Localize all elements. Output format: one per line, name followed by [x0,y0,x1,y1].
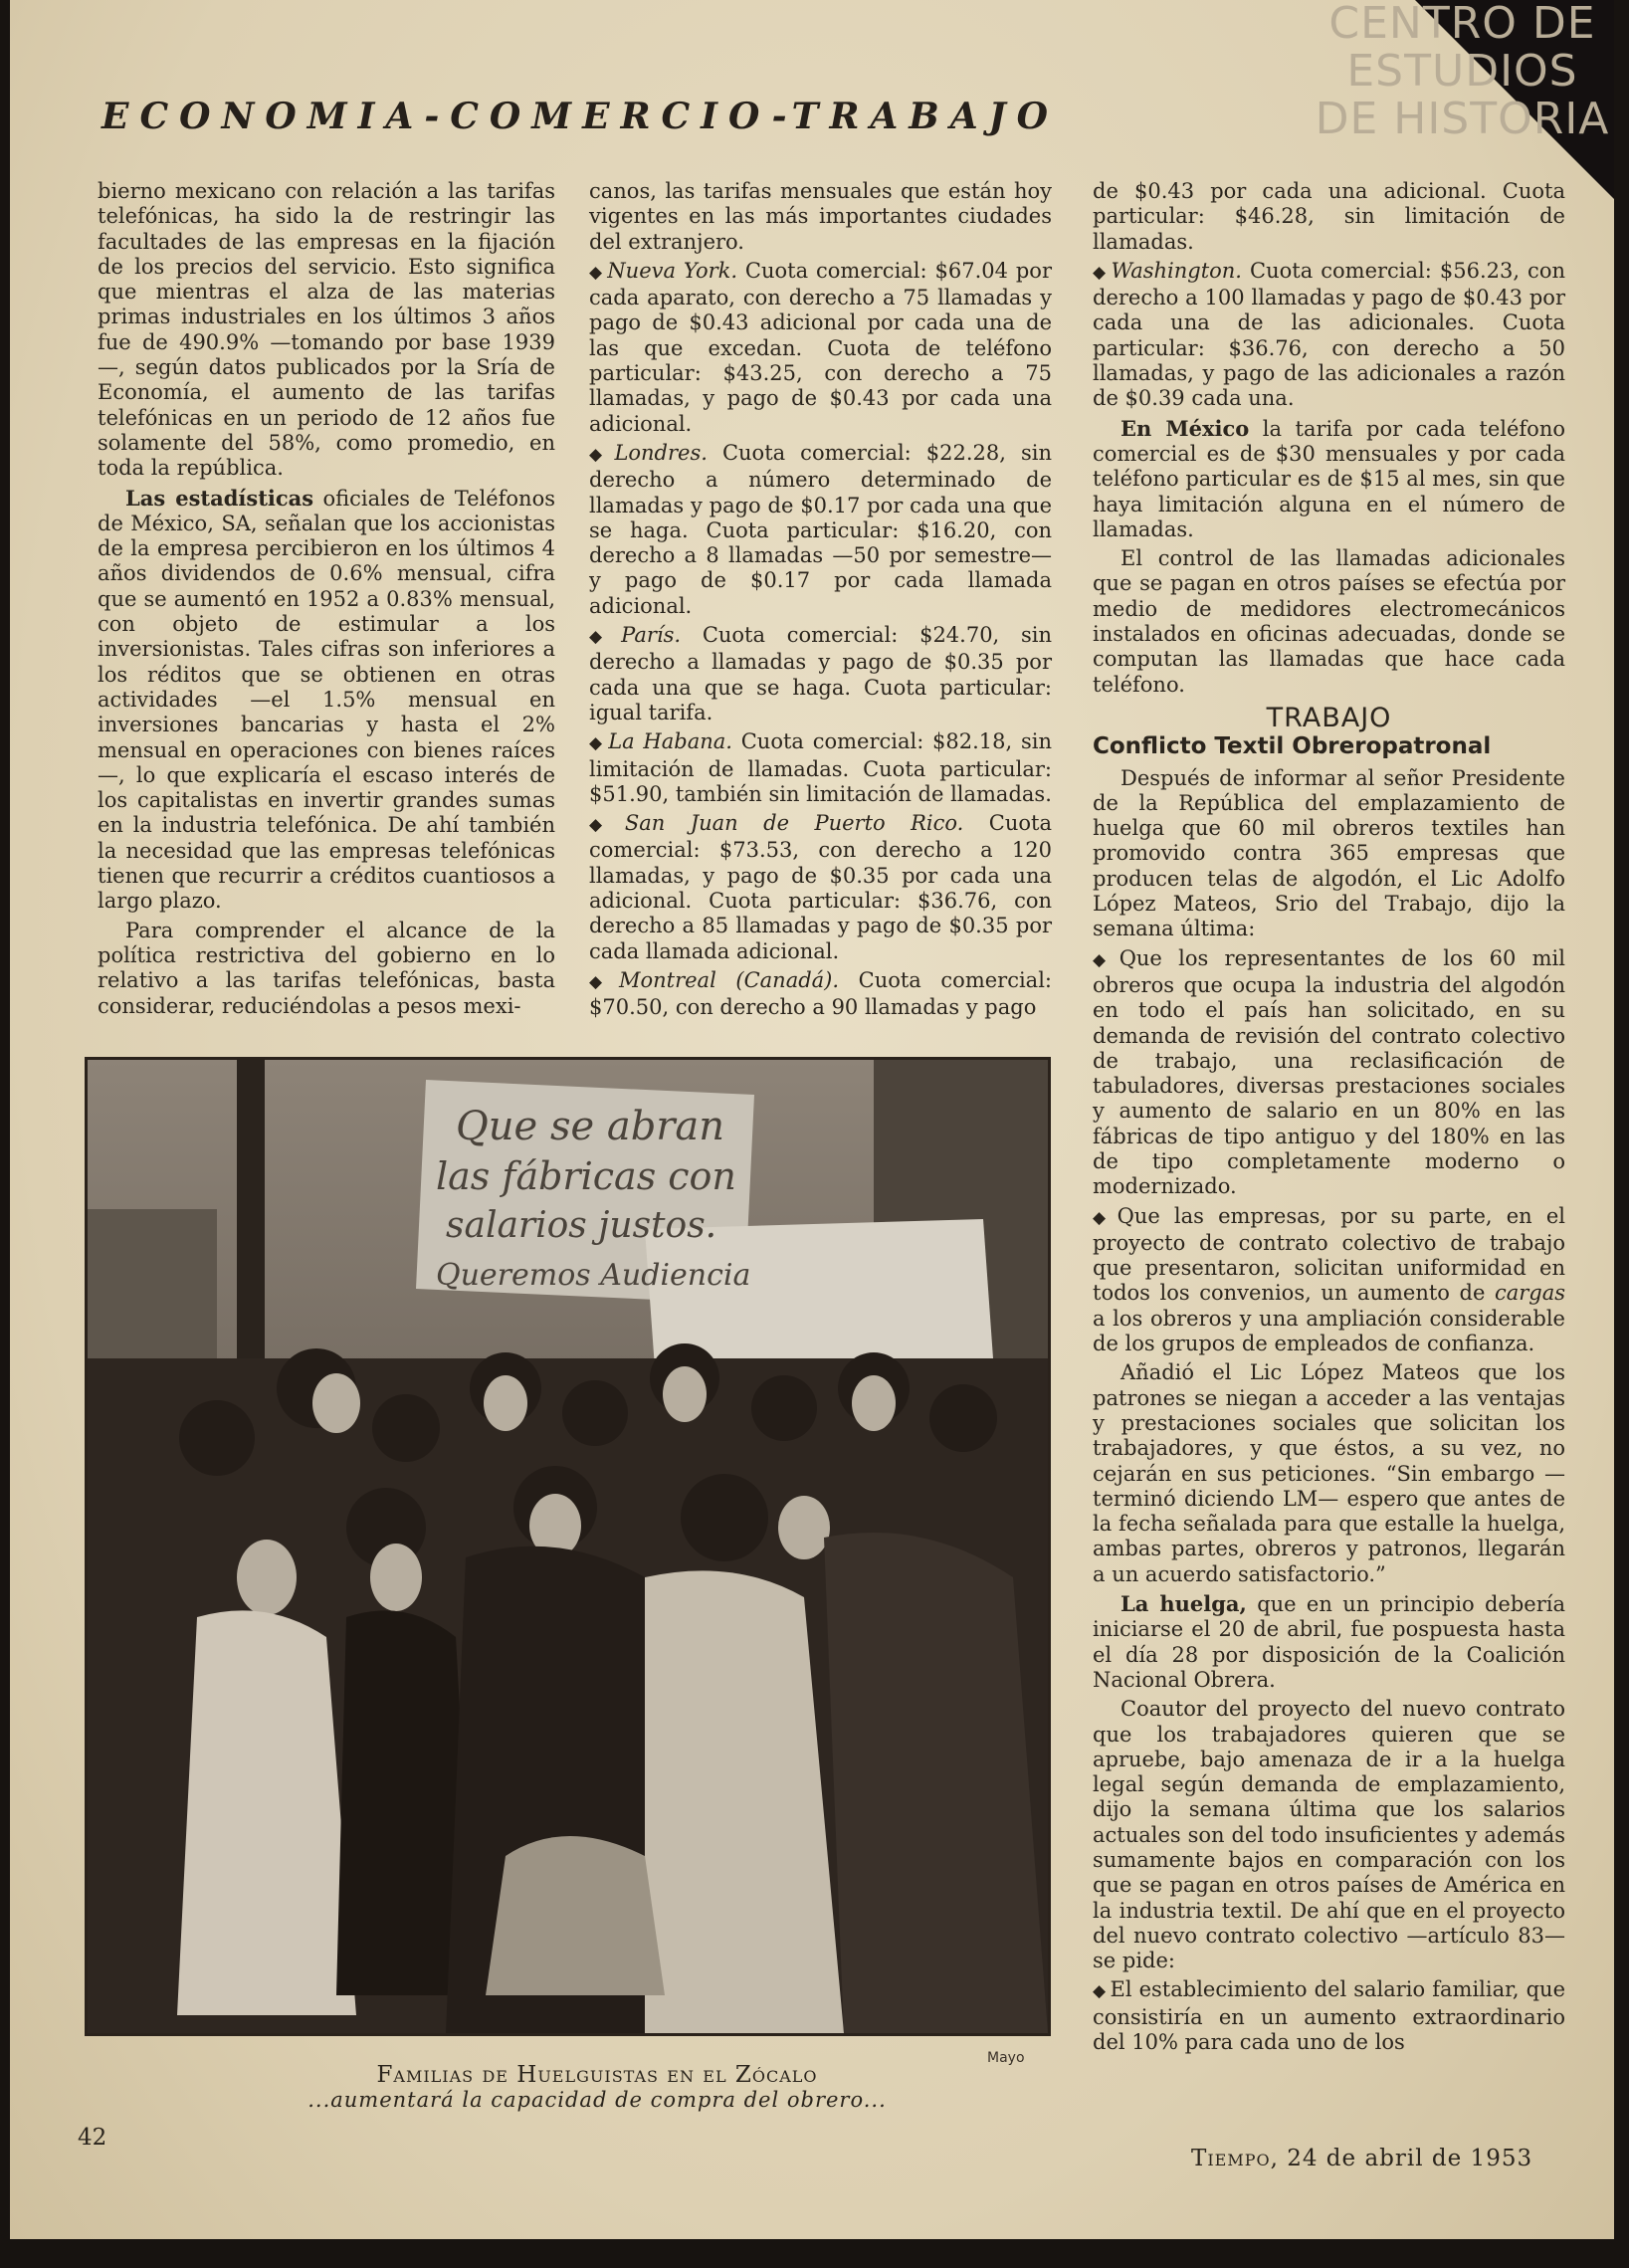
diamond-bullet-icon: ◆ [1093,1981,1107,2002]
section-header: ECONOMIA-COMERCIO-TRABAJO [102,96,1060,137]
banner-line-3: salarios justos. [446,1205,717,1246]
caption-title: Familias de Huelguistas en el Zócalo [376,2062,818,2088]
diamond-bullet-icon: ◆ [589,815,621,836]
tariff-item [589,729,1052,807]
col1-lead-estadisticas: Las estadísticas [125,485,314,511]
demand-item-3 [1093,1977,1565,2055]
watermark-line-3: DE HISTORIA [1315,94,1610,144]
diamond-bullet-icon: ◆ [589,444,611,465]
demand-text-post: a los obreros y una ampliación considerable de los grupos de empleados de confianza. [1093,1306,1565,1356]
watermark-line-2: ESTUDIOS [1346,46,1578,97]
photo-credit: Mayo [987,2050,1025,2066]
tariff-city: París. [621,623,682,648]
col3-trabajo-paragraph-2: Añadió el Lic López Mateos que los patrones se niegan a acceder a las ventajas y prestaciones sociales que solicitan los trabajadores, y que éstos, a su vez, no cejarán en sus peticiones. “Sin embargo —terminó diciendo LM— espero que antes de la fecha señalada para que estalle la huelga, ambas partes, obreros y patronos, llegarán a un acuerdo satisfactorio.” [1093,1360,1565,1586]
demand-item-2 [1093,1204,1565,1357]
article-subheading: Conflicto Textil Obreropatronal [1093,733,1492,760]
page-number: 42 [78,2125,107,2151]
issue-footer [1191,2146,1532,2171]
demand-text: El establecimiento del salario familiar, que consistiría en un aumento extraordinario del 10% para cada uno de los [1093,1977,1565,2055]
col1-paragraph-1: bierno mexicano con relación a las tarifas telefónicas, ha sido la de restringir las facultades de las empresas en la fijación de los precios del servicio. Esto significa que mientras el alza de las materias primas industriales en los últimos 3 años fue de 490.9% —tomando por base 1939—, según datos publicados por la Sría de Economía, el aumento de las tarifas telefónicas en un periodo de 12 años fue solamente del 58%, como promedio, en toda la república. [98,179,555,481]
tariff-text: Cuota comercial: $73.53, con derecho a 120 llamadas, y pago de $0.35 por cada una adicional. Cuota particular: $36.76, con derecho a 85 llamadas y pago de $0.35 por cada llamada adicional. [589,811,1052,963]
column-3-top [1093,179,1565,2059]
col1-paragraph-3: Para comprender el alcance de la política restrictiva del gobierno en lo relativo a las tarifas telefónicas, basta considerar, reduciéndolas a pesos mexi- [98,918,555,1018]
tariff-city: Nueva York. [607,258,738,283]
tariff-text: Cuota comercial: $24.70, sin derecho a llamadas y pago de $0.35 por cada una que se haga. Cuota particular: igual tarifa. [589,623,1052,724]
tariff-city: San Juan de Puerto Rico. [624,811,964,836]
col3-lead-huelga: La huelga, [1120,1591,1247,1617]
tariff-city: Londres. [614,440,708,465]
tariff-item [589,441,1052,619]
col3-huelga [1093,1591,1565,1693]
banner-line-1: Que se abran [456,1104,725,1149]
protest-photo-illustration [88,1060,1048,2033]
tariff-text: Cuota comercial: $67.04 por cada aparato, con derecho a 75 llamadas y pago de $0.43 adicional por cada una de las que excedan. Cuota de teléfono particular: $43.25, con derecho a 75 llamadas, y pago de $0.43 por cada una adicional. [589,258,1052,436]
tariff-item [589,623,1052,725]
banner-line-2: las fábricas con [436,1154,736,1198]
diamond-bullet-icon: ◆ [589,262,604,283]
col3-control: El control de las llamadas adicionales que se pagan en otros países se efectúa por medio de medidores electromecánicos instalados en oficinas adecuadas, donde se computan las llamadas que hace cada teléfono. [1093,546,1565,697]
col3-trabajo-paragraph-1: Después de informar al señor Presidente de la República del emplazamiento de huelga que 60 mil obreros textiles han promovido contra 365 empresas que producen telas de algodón, el Lic Adolfo López Mateos, Srio del Trabajo, dijo la semana última: [1093,765,1565,941]
tariff-city: Washington. [1111,258,1242,283]
caption-subtitle: ...aumentará la capacidad de compra del obrero... [307,2088,887,2112]
demand-text-em: cargas [1494,1281,1565,1306]
tariff-item [589,259,1052,437]
newspaper-page [10,0,1614,2239]
issue-date: 24 de abril de 1953 [1278,2146,1533,2171]
protest-photo [85,1057,1051,2036]
col3-huelga-text: que en un principio debería iniciarse el 20 de abril, fue pospuesta hasta el día 28 por disposición de la Coalición Nacional Obrera. [1093,1592,1565,1692]
archive-watermark [1311,0,1614,189]
tariff-item [589,968,1052,1021]
demand-item-1 [1093,946,1565,1200]
demand-text-pre: Que las empresas, por su parte, en el proyecto de contrato colectivo de trabajo que presentaron, solicitan uniformidad en todos los convenios, un aumento de [1093,1203,1565,1306]
demand-text: Que los representantes de los 60 mil obreros que ocupa la industria del algodón en todo el país han solicitado, en su demanda de revisión del contrato colectivo de trabajo, una reclasificación de tabuladores, diversas prestaciones sociales y aumento de salario en un 80% en las fábricas de tipo antiguo y del 180% en las de tipo completamente moderno o modernizado. [1093,945,1565,1199]
col3-continuation: de $0.43 por cada una adicional. Cuota particular: $46.28, sin limitación de llamadas. [1093,179,1565,254]
tariff-text: Cuota comercial: $82.18, sin limitación de llamadas. Cuota particular: $51.90, también sin limitación de llamadas. [589,729,1052,806]
watermark-line-1: CENTRO DE [1328,0,1596,49]
tariff-item-washington [1093,259,1565,412]
tariff-text: Cuota comercial: $22.28, sin derecho a número determinado de llamadas y pago de $0.17 por cada una que se haga. Cuota particular: $16.20, con derecho a 8 llamadas —50 por semestre— y pago de $0.17 por cada llamada adicional. [589,440,1052,618]
diamond-bullet-icon: ◆ [589,733,605,754]
column-2 [589,179,1052,1025]
col2-intro: canos, las tarifas mensuales que están hoy vigentes en las más importantes ciudades del extranjero. [589,179,1052,254]
banner-line-4: Queremos Audiencia [436,1258,751,1293]
col1-paragraph-2 [98,486,555,915]
col3-mexico [1093,416,1565,542]
column-1 [98,179,555,1023]
tariff-city: La Habana. [608,729,732,754]
col3-trabajo-paragraph-3: Coautor del proyecto del nuevo contrato que los trabajadores quieren que se apruebe, bajo amenaza de ir a la huelga legal según demanda de emplazamiento, dijo la semana última que los salarios actuales son del todo insuficientes y además sumamente bajos en comparación con los que se pagan en otros países de América en la industria textil. De ahí que en el proyecto del nuevo contrato colectivo —artículo 83— se pide: [1093,1697,1565,1973]
tariff-text: Cuota comercial: $70.50, con derecho a 90 llamadas y pago [589,967,1052,1020]
diamond-bullet-icon: ◆ [589,627,618,648]
col3-lead-mexico: En México [1120,415,1250,441]
diamond-bullet-icon: ◆ [1093,262,1108,283]
diamond-bullet-icon: ◆ [1093,949,1116,970]
col3-mexico-text: la tarifa por cada teléfono comercial es de $30 mensuales y por cada teléfono particular es de $15 al mes, sin que haya limitación alguna en el número de llamadas. [1093,416,1565,541]
section-title-trabajo: TRABAJO [1266,702,1392,733]
diamond-bullet-icon: ◆ [1093,1207,1114,1228]
tariff-text: Cuota comercial: $56.23, con derecho a 100 llamadas y pago de $0.43 por cada una de las adicionales. Cuota particular: $36.76, con derecho a 50 llamadas, y pago de las adicionales a razón de $0.39 cada una. [1093,258,1565,411]
photo-caption [289,2062,906,2112]
diamond-bullet-icon: ◆ [589,971,615,992]
tariff-city: Montreal (Canadá). [618,967,840,992]
col1-paragraph-2-text: oficiales de Teléfonos de México, SA, señalan que los accionistas de la empresa percibieron en los últimos 4 años dividendos de 0.6% mensual, cifra que se aumentó en 1952 a 0.83% mensual, con objeto de estimular a los inversionistas. Tales cifras son inferiores a los réditos que se obtienen en otras actividades —el 1.5% mensual en inversiones bancarias y hasta el 2% mensual en operaciones con bienes raíces—, lo que explicaría el escaso interés de los capitalistas en invertir grandes sumas en la industria telefónica. De ahí también la necesidad que las empresas telefónicas tienen que recurrir a créditos cuantiosos a largo plazo. [98,486,555,914]
magazine-name: Tiempo, [1191,2146,1279,2171]
tariff-item [589,811,1052,964]
